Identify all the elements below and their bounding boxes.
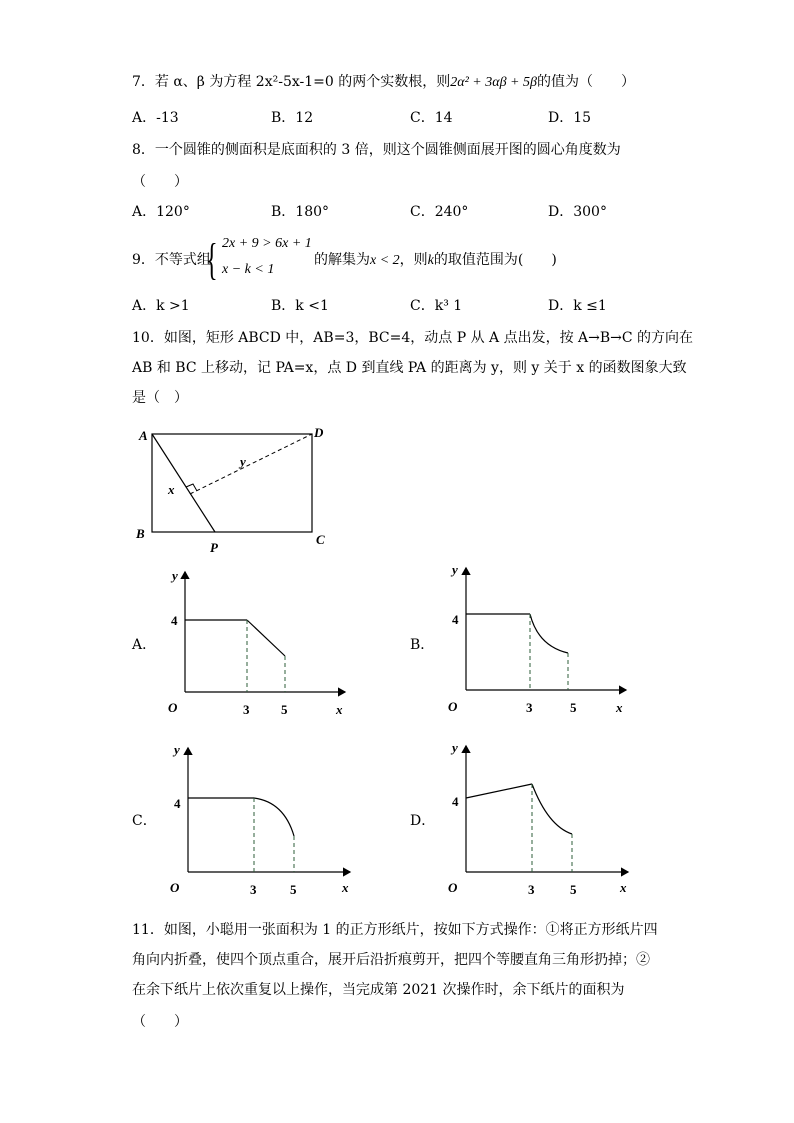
q9-stem-rest <box>314 250 557 271</box>
q9-stem-mid2: ，则 <box>399 252 428 268</box>
q10-line-1: 10．如图，矩形 ABCD 中，AB=3，BC=4，动点 P 从 A 点出发，按 A→B→C 的方向在 <box>132 330 694 346</box>
q8-option-d[interactable]: D．300° <box>548 204 607 220</box>
q7-option-b[interactable]: B．12 <box>271 110 314 126</box>
graph-b-x-label: x <box>616 700 623 715</box>
q9-condition: x < 2 <box>370 253 400 268</box>
label-a: A <box>139 428 148 443</box>
label-c: C <box>316 532 325 547</box>
graph-d-rise <box>466 784 532 798</box>
q7-option-a[interactable]: A．-13 <box>132 110 179 126</box>
graph-b-curve <box>530 614 568 653</box>
q7-option-c[interactable]: C．14 <box>410 110 453 126</box>
graph-b-origin: O <box>448 699 458 714</box>
q7-option-d[interactable]: D．15 <box>548 110 592 126</box>
rectangle-abcd <box>152 434 312 532</box>
graph-a-four: 4 <box>171 613 178 628</box>
graph-d[interactable] <box>438 736 638 898</box>
graph-b-four: 4 <box>452 612 459 627</box>
graph-b-y-label: y <box>452 562 458 577</box>
graph-a-y-label: y <box>172 568 178 583</box>
graph-c-four: 4 <box>174 796 181 811</box>
graph-option-c-label[interactable]: C． <box>132 813 157 829</box>
graph-c-origin: O <box>170 880 180 895</box>
q9-stem-post: 的取值范围为( ) <box>433 252 557 268</box>
graph-d-x-label: x <box>620 880 627 895</box>
q8-option-a[interactable]: A．120° <box>132 204 190 220</box>
q9-option-b[interactable]: B．k <1 <box>271 298 329 314</box>
q10-line-3: 是（ ） <box>132 390 188 406</box>
graph-b[interactable] <box>438 556 638 716</box>
graph-a-five: 5 <box>281 702 288 717</box>
graph-c-curve <box>254 798 294 836</box>
q9-option-c[interactable]: C．k³ 1 <box>410 298 463 314</box>
q11-line-4: （ ） <box>132 1014 188 1030</box>
rectangle-figure <box>130 420 340 560</box>
graph-option-b-label[interactable]: B． <box>410 637 435 653</box>
q8-stem: 8．一个圆锥的侧面积是底面积的 3 倍，则这个圆锥侧面展开图的圆心角度数为 <box>132 142 621 158</box>
graph-d-curve <box>532 784 572 834</box>
q9-option-d[interactable]: D．k ≤1 <box>548 298 607 314</box>
q9-brace: { <box>206 235 218 284</box>
label-y: y <box>240 454 246 469</box>
q10-line-2: AB 和 BC 上移动，记 PA=x，点 D 到直线 PA 的距离为 y，则 y 关于 x 的函数图象大致 <box>132 360 687 376</box>
label-p: P <box>210 540 218 555</box>
graph-b-three: 3 <box>526 700 533 715</box>
graph-c-five: 5 <box>290 882 297 897</box>
graph-a-three: 3 <box>243 702 250 717</box>
graph-option-a-label[interactable]: A． <box>132 637 157 653</box>
q8-option-b[interactable]: B．180° <box>271 204 330 220</box>
graph-d-three: 3 <box>528 882 535 897</box>
label-b: B <box>136 526 145 541</box>
q9-option-a[interactable]: A．k >1 <box>132 298 190 314</box>
graph-option-d-label[interactable]: D． <box>410 813 436 829</box>
q7-stem-post: 的值为（ ） <box>536 74 635 90</box>
graph-d-four: 4 <box>452 794 459 809</box>
q9-k: k <box>427 253 434 268</box>
q9-stem-pre: 9．不等式组 <box>132 252 211 268</box>
q9-inequality-1: 2x + 9 > 6x + 1 <box>222 236 312 251</box>
q7-stem-pre: 7．若 α、β 为方程 2x²-5x-1=0 的两个实数根，则 <box>132 74 451 90</box>
q9-stem-mid: 的解集为 <box>314 252 370 268</box>
graph-b-five: 5 <box>570 700 577 715</box>
q8-paren: （ ） <box>132 174 188 190</box>
graph-c-three: 3 <box>250 882 257 897</box>
graph-d-five: 5 <box>570 882 577 897</box>
segment-ap <box>152 434 215 532</box>
graph-a-decline <box>247 620 285 656</box>
graph-a-x-label: x <box>336 702 343 717</box>
label-x: x <box>168 482 175 497</box>
graph-a[interactable] <box>160 562 360 722</box>
graph-c[interactable] <box>162 738 362 898</box>
graph-d-origin: O <box>448 880 458 895</box>
q11-line-2: 角向内折叠，使四个顶点重合，展开后沿折痕剪开，把四个等腰直角三角形扔掉；② <box>132 952 650 968</box>
graph-d-y-label: y <box>452 740 458 755</box>
segment-distance-y <box>190 434 312 494</box>
graph-c-x-label: x <box>342 880 349 895</box>
q7-stem <box>132 72 635 93</box>
graph-a-origin: O <box>168 700 178 715</box>
q9-inequality-2: x − k < 1 <box>222 262 275 277</box>
q8-option-c[interactable]: C．240° <box>410 204 469 220</box>
q11-line-1: 11．如图，小聪用一张面积为 1 的正方形纸片，按如下方式操作：①将正方形纸片四 <box>132 922 658 938</box>
q7-expression: 2α² + 3αβ + 5β <box>450 75 537 90</box>
q11-line-3: 在余下纸片上依次重复以上操作，当完成第 2021 次操作时，余下纸片的面积为 <box>132 982 625 998</box>
graph-c-y-label: y <box>174 742 180 757</box>
label-d: D <box>314 425 324 440</box>
